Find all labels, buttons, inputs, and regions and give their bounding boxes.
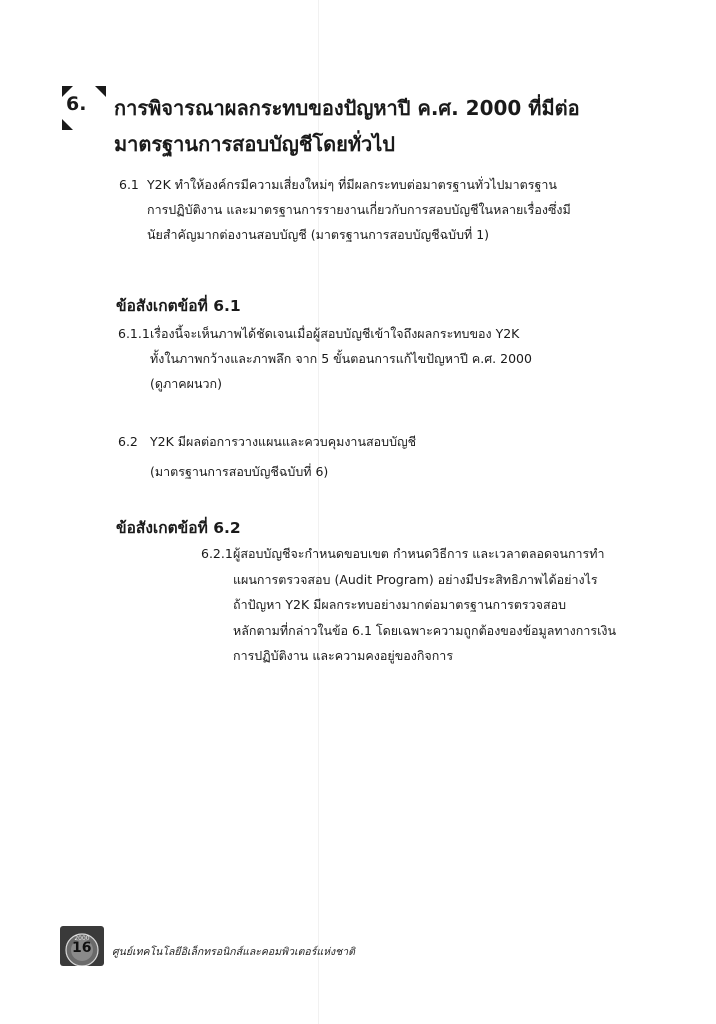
paragraph-line: Y2K ทำให้องค์กรมีความเสี่ยงใหม่ๆ ที่มีผลกระทบต่อมาตรฐานทั่วไปมาตรฐาน [147, 177, 557, 192]
logo-text: 2000 [74, 935, 90, 942]
paragraph-label: 6.1 [119, 177, 139, 192]
footer-center-name: ศูนย์เทคโนโลยีอิเล็กทรอนิกส์และคอมพิวเตอร์แห่งชาติ [112, 946, 355, 958]
section-title-line1: การพิจารณาผลกระทบของปัญหาปี ค.ศ. 2000 ที่มีต่อ [114, 96, 580, 120]
page-number: 16 [72, 940, 92, 956]
paragraph-line: การปฏิบัติงาน และความคงอยู่ของกิจการ [233, 648, 454, 663]
paragraph-label: 6.2 [118, 434, 138, 449]
observation-heading-6-1: ข้อสังเกตข้อที่ 6.1 [116, 297, 241, 315]
corner-mark-icon [62, 119, 73, 130]
observation-heading-6-2: ข้อสังเกตข้อที่ 6.2 [116, 519, 241, 537]
section-title [114, 90, 580, 162]
paragraph-line: แผนการตรวจสอบ (Audit Program) อย่างมีประสิทธิภาพได้อย่างไร [233, 571, 598, 587]
paragraph-line: ผู้สอบบัญชีจะกำหนดขอบเขต กำหนดวิธีการ และเวลาตลอดจนการทำ [233, 546, 605, 561]
paragraph-6-1-1 [118, 321, 532, 396]
paragraph-label: 6.1.1 [118, 326, 150, 341]
section-number: 6. [66, 93, 87, 115]
paragraph-line: นัยสำคัญมากต่องานสอบบัญชี (มาตรฐานการสอบบัญชีฉบับที่ 1) [147, 227, 490, 242]
section-title-line2: มาตรฐานการสอบบัญชีโดยทั่วไป [114, 132, 396, 156]
paragraph-line: หลักตามที่กล่าวในข้อ 6.1 โดยเฉพาะความถูกต้องของข้อมูลทางการเงิน [233, 622, 616, 638]
corner-mark-icon [95, 86, 106, 97]
paragraph-line: ถ้าปัญหา Y2K มีผลกระทบอย่างมากต่อมาตรฐานการตรวจสอบ [233, 597, 567, 612]
paragraph-6-1 [119, 172, 571, 247]
paragraph-line: การปฏิบัติงาน และมาตรฐานการรายงานเกี่ยวกับการสอบบัญชีในหลายเรื่องซึ่งมี [147, 202, 571, 217]
section-number-box [62, 86, 106, 130]
paragraph-6-2 [118, 427, 416, 487]
paragraph-line: เรื่องนี้จะเห็นภาพได้ชัดเจนเมื่อผู้สอบบัญชีเข้าใจถึงผลกระทบของ Y2K [150, 326, 520, 341]
paragraph-line: (มาตรฐานการสอบบัญชีฉบับที่ 6) [150, 464, 329, 479]
paragraph-label: 6.2.1 [201, 546, 233, 561]
paragraph-line: Y2K มีผลต่อการวางแผนและควบคุมงานสอบบัญชี [150, 434, 417, 449]
paragraph-line: ทั้งในภาพกว้างและภาพลึก จาก 5 ขั้นตอนการแก้ไขปัญหาปี ค.ศ. 2000 [150, 351, 532, 366]
paragraph-6-2-1 [201, 541, 616, 669]
paragraph-line: (ดูภาคผนวก) [150, 376, 222, 391]
